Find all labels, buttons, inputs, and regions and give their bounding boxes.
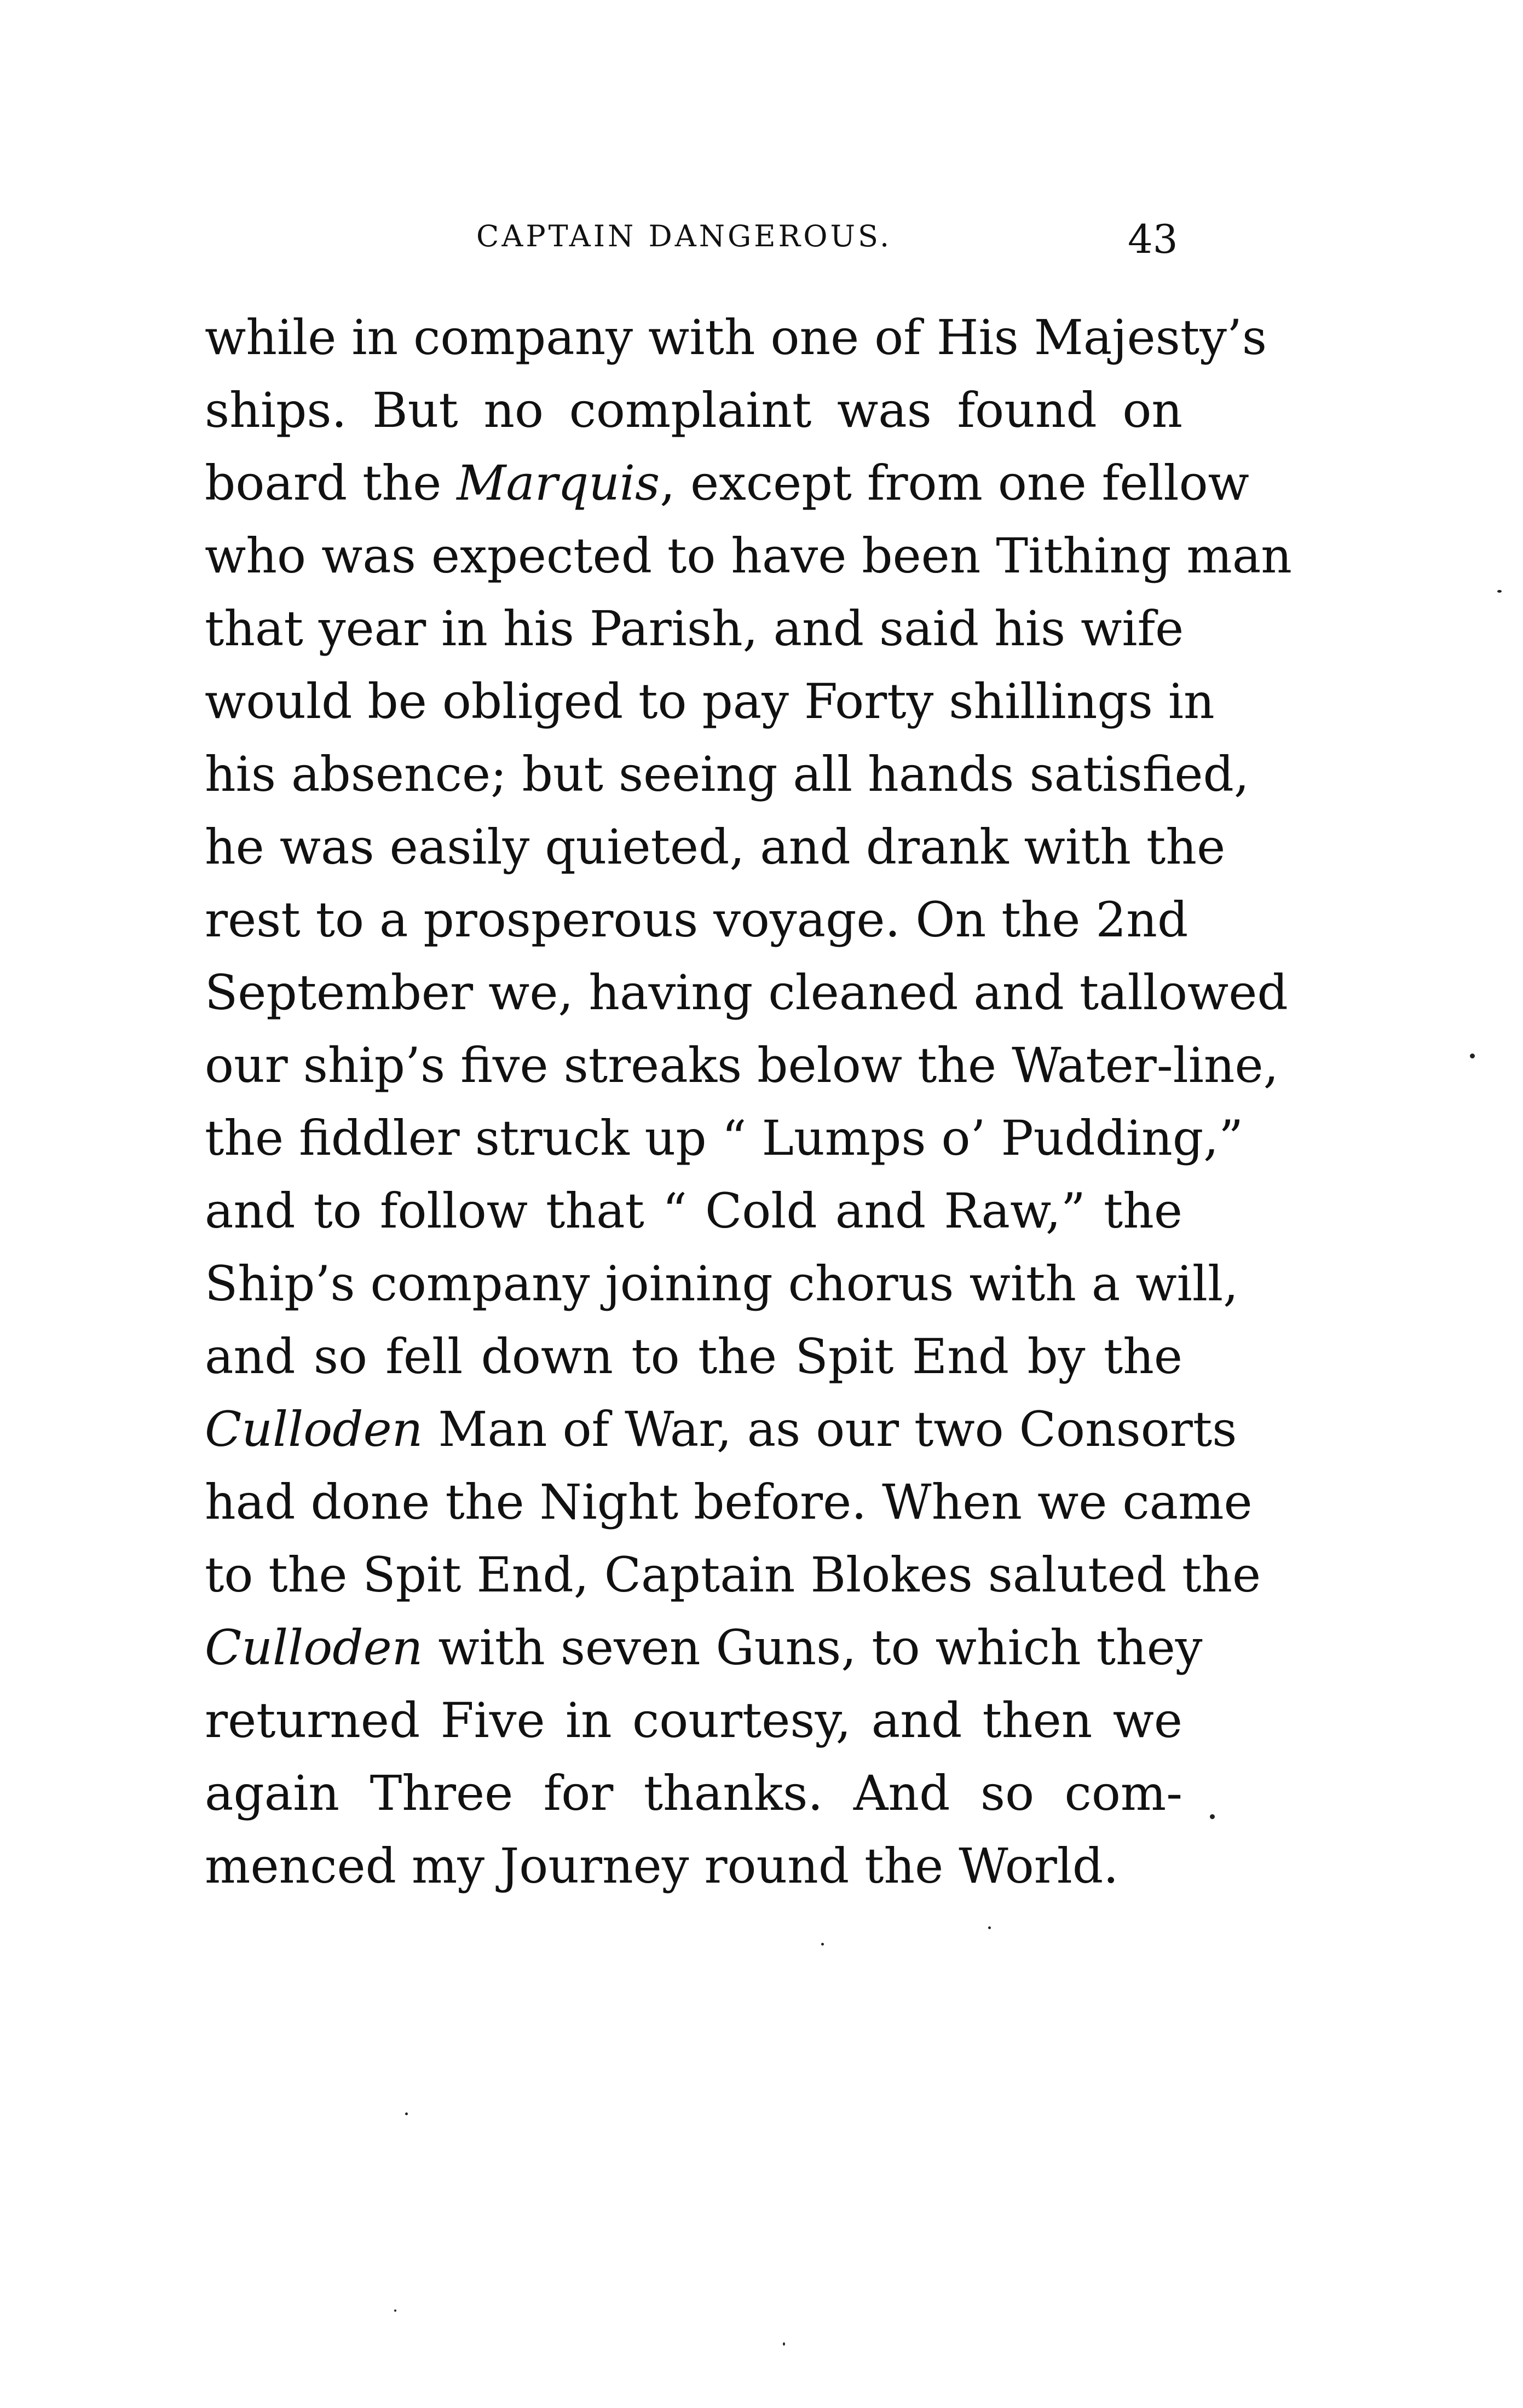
- ship-name-italic: Culloden: [205, 1401, 423, 1457]
- text-line: Ship’s company joining chorus with a will,: [205, 1255, 1239, 1312]
- scan-speck: [1210, 1814, 1215, 1819]
- text-line: while in company with one of His Majesty’s: [205, 309, 1267, 366]
- text-line: rest to a prosperous voyage. On the 2nd: [205, 892, 1189, 948]
- scan-speck: [405, 2112, 408, 2115]
- ship-name-italic: Culloden: [205, 1619, 423, 1676]
- text-line: that year in his Parish, and said his wife: [205, 600, 1184, 657]
- text-line: September we, having cleaned and tallowed: [205, 964, 1288, 1021]
- text-line: Culloden with seven Guns, to which they: [205, 1619, 1203, 1676]
- body-text: [205, 301, 1292, 1902]
- text-line: the fiddler struck up “ Lumps o’ Pudding,”: [205, 1110, 1244, 1166]
- text-line: to the Spit End, Captain Blokes saluted the: [205, 1547, 1261, 1603]
- text-line: had done the Night before. When we came: [205, 1474, 1253, 1530]
- scan-speck: [1497, 590, 1502, 593]
- ship-name-italic: Marquis: [457, 455, 660, 511]
- text-line: his absence; but seeing all hands satisfied,: [205, 746, 1249, 802]
- running-title: CAPTAIN DANGEROUS.: [476, 219, 892, 253]
- text-line: our ship’s five streaks below the Water-line,: [205, 1037, 1279, 1093]
- scan-speck: [394, 2309, 396, 2312]
- scan-speck: [821, 1943, 824, 1946]
- scan-speck: [783, 2342, 785, 2346]
- text-line: would be obliged to pay Forty shillings in: [205, 673, 1215, 730]
- text-line: menced my Journey round the World.: [205, 1838, 1119, 1894]
- text-line: and so fell down to the Spit End by the: [205, 1328, 1182, 1385]
- text-line: and to follow that “ Cold and Raw,” the: [205, 1183, 1182, 1239]
- text-line: Culloden Man of War, as our two Consorts: [205, 1401, 1237, 1457]
- text-line: who was expected to have been Tithing man: [205, 528, 1292, 584]
- text-line: ships. But no complaint was found on: [205, 382, 1182, 438]
- text-line: again Three for thanks. And so com-: [205, 1765, 1182, 1821]
- text-line: returned Five in courtesy, and then we: [205, 1692, 1182, 1749]
- scan-speck: [1470, 1054, 1475, 1058]
- scan-speck: [988, 1926, 991, 1929]
- text-line: board the Marquis, except from one fellow: [205, 455, 1249, 511]
- text-line: he was easily quieted, and drank with the: [205, 819, 1226, 875]
- page-number: 43: [1128, 216, 1178, 262]
